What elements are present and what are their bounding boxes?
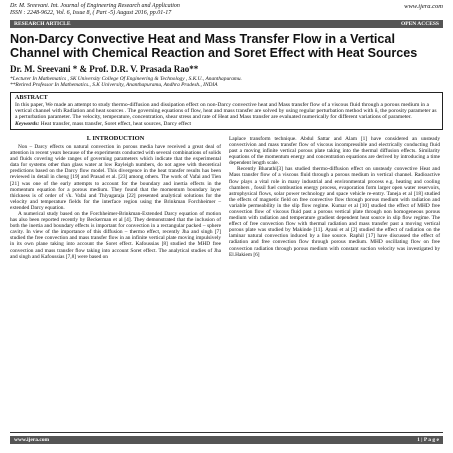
citation [10,3,330,17]
paper-title: Non-Darcy Convective Heat and Mass Transfer Flow in a Vertical Channel with Chemical Reaction and Soret Effect with Heat Sources [10,32,418,60]
footer-rule [10,432,443,433]
page-footer [10,436,443,444]
article-type-band [10,20,443,28]
keywords-label: Keywords: [15,120,40,127]
paper-authors: Dr. M. Sreevani * & Prof. D.R. V. Prasada Rao** [10,64,199,74]
abstract-box [10,92,443,129]
body-columns [10,136,443,260]
keywords-line [15,121,438,127]
citation-line-1: Dr. M. Sreevani. Int. Journal of Engineering Research and Application [10,3,180,9]
open-access-label: OPEN ACCESS [400,21,439,27]
keywords-text: Heat transfer, mass transfer, Soret effect, heat sources, Darcy effect [40,120,192,127]
research-article-label: RESEARCH ARTICLE [14,21,71,27]
left-column [10,136,221,260]
citation-line-2: ISSN : 2248-9622, Vol. 6, Issue 8, ( Part -5) August 2016, pp.01-17 [10,10,172,16]
paragraph: A numerical study based on the Forchheimer-Brinkman-Extended Darcy equation of motion has also been reported recently by Beckerman et al [4]. They demonstrated that the inclusion of both the inertia and boundary effects is important for convection in a rectangular packed – sphere cavity. In view of the importance of this diffusion – thermo effect, recently Jha and singh [7] studied the free convection and mass transfer flow in an infinite vertical plate moving impulsively in its own plane taking into account the Soret effect. Kafoussias [8] studied the MHD free convection and mass transfer flow taking into account Soret effect. The analytical studies of Jha and singh and Kafoussias [7,8] were based on [10,211,221,260]
abstract-text: In this paper, We made an attempt to study thermo-diffusion and dissipation effect on non-Darcy convective heat and Mass transfer flow of a viscous fluid through a porous medium in a vertical channel with Radiation and heat sources . The governing equations of flow, heat and mass transfer are solved by using regular perturbation method with δ, the porosity parameter as a perturbation parameter. The velocity, temperature, concentration, shear stress and rate of Heat and Mass transfer are evaluated numerically for different variations of parameter. [15,101,437,121]
running-header [10,0,443,17]
affiliation-2: **Retired Professor In Mathematics., S.K University, Ananthapuramu, Andhra Pradesh., INDIA [10,82,218,89]
paragraph: Recently Bharathi[3] has studied thermo-diffusion effect on unsteady convective Heat and Mass transfer flow of a viscous fluid through a porous medium in vertical channel. Radioactive flow plays a vital role in many industrial and environmental process e.g. heating and cooling chambers , fossil fuel combustion energy process, evaporation form larger open water reservoirs, astrophysical flows, solar power technology and space vehicle re-entry. Taneja et al [18] studied the effects of magnetic field on free convective flow through porous medium with radiation and variable permeability in the slip flow regime. Kumar et al [10] studied the effect of MHD free convection flow of viscous fluid past a porous vertical plate through non homogeneous porous medium with radiation and temperature gradient dependent heat source in slip flow regime. The effect of free convection flow with thermal radiation and mass transfer past a moving vertical porous plate was studied by Makinde [11]. Ayani et al [2] studied the effect of radiation on the laminar natural convection induced by a line source. Raphil [17] have discussed the effect of radiation and free convection flow through porous medium. MHD oscillating flow on free convection radiation through porous medium with constant suction velocity was investigated by El.Hakiem [6] [229,166,440,258]
affiliation-1: *Lecturer In Mathematics , SK University College Of Engineering & Technology , S.K.U., Ananthapuramu. [10,76,242,82]
paragraph: Laplace transform technique. Abdul Sattar and Alam [1] have considered an unsteady convectivion and mass transfer flow of viscous incompressible and electrically conducting fluid past a moving infinite vertical porous plate taking into the thermal diffusion effects. Similarity equations of the momentum energy and concentration equations are derived by introducing a time dependent length scale. [229,135,440,167]
right-column [229,136,440,260]
journal-site-link[interactable]: www.ijera.com [404,3,443,10]
abstract-heading: ABSTRACT [15,95,48,102]
author-affiliations [10,76,443,88]
section-heading-introduction: I. INTRODUCTION [86,134,145,142]
footer-site-link[interactable]: www.ijera.com [14,437,50,443]
paragraph: Non – Darcy effects on natural convection in porous media have received a great deal of attention in recent years because of the experiments conducted with several combinations of solids and fluids covering wide ranges of governing parameters which indicate that the experimental data for systems other than glass water at low Rayleigh numbers, do not agree with theoretical predictions based on the Darcy flow model. This divergence in the heat transfer results has been reviewed in detail in cheng [19] and Prasad et al. [23] among others. The work of Vafai and Tien [21] was one of the early attempts to account for the boundary and inertia effects in the momentum equation for a porous medium. They found that the momentum boundary layer thickness is of order of √k. Vafai and Thiyagaraja [22] presented analytical solutions for the velocity and temperature fields for the interface region using the Brinkman Forchheimer –extended Darcy equation. [10,143,221,211]
page-number: 1 | P a g e [417,437,439,443]
